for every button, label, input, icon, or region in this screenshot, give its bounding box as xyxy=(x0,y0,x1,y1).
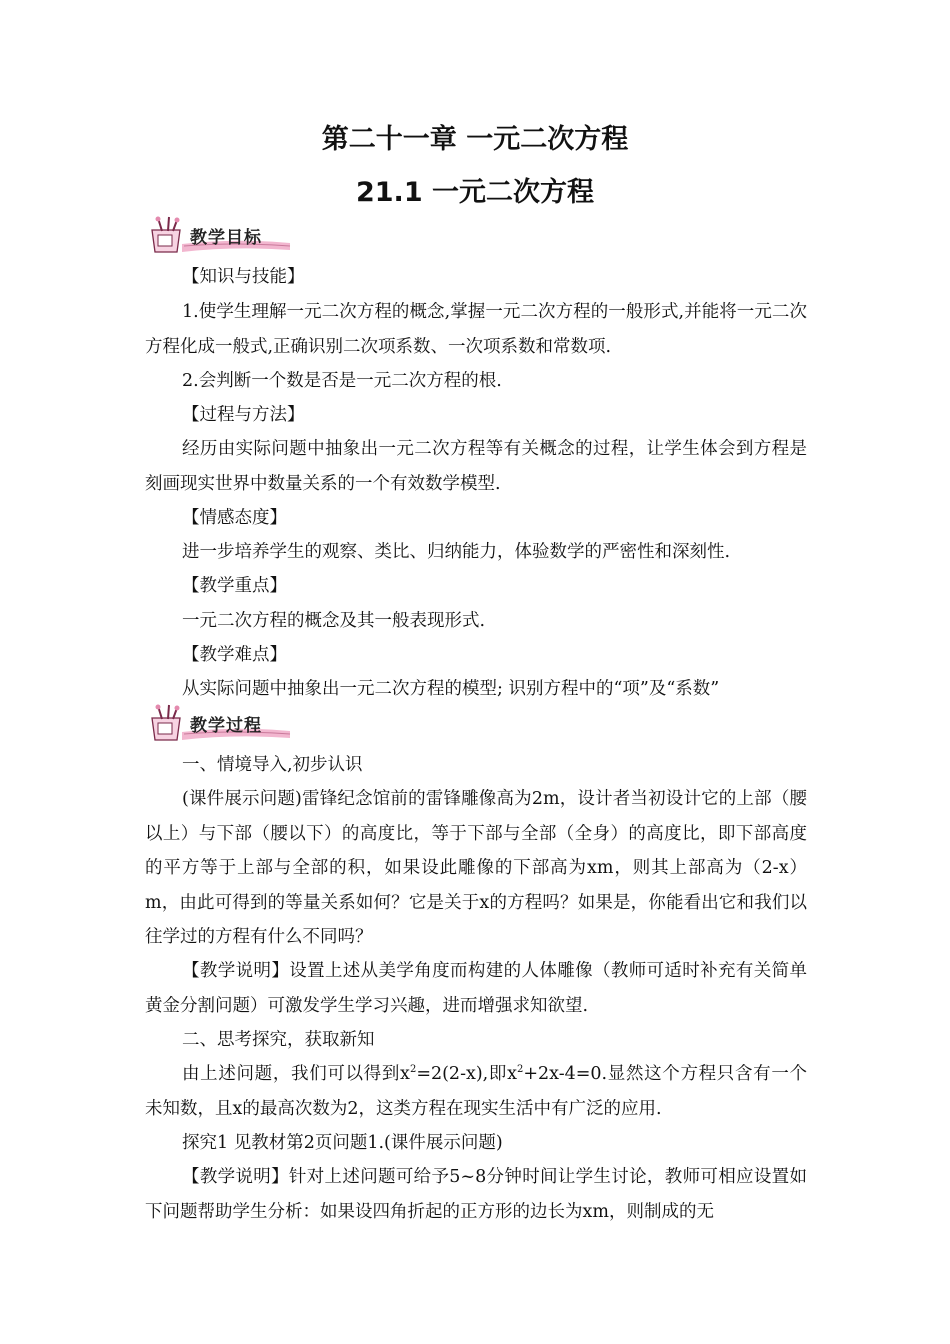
section-label-objectives: 教学目标 xyxy=(190,228,262,248)
process-banner xyxy=(144,704,292,744)
heading-method: 【过程与方法】 xyxy=(182,405,305,425)
objective-para-4: 进一步培养学生的观察、类比、归纳能力，体验数学的严密性和深刻性. xyxy=(182,542,731,562)
objective-para-3: 经历由实际问题中抽象出一元二次方程等有关概念的过程，让学生体会到方程是刻画现实世界中数量关系的一个有效数学模型. xyxy=(145,439,807,494)
heading-key-point: 【教学重点】 xyxy=(182,576,287,596)
process-para-5: 【教学说明】针对上述问题可给予5~8分钟时间让学生讨论，教师可相应设置如下问题帮助学生分析：如果设四角折起的正方形的边长为xm，则制成的无 xyxy=(145,1167,807,1222)
heading-knowledge: 【知识与技能】 xyxy=(182,267,305,287)
process-para-1: (课件展示问题)雷锋纪念馆前的雷锋雕像高为2m，设计者当初设计它的上部（腰以上）与下部（腰以下）的高度比，等于下部与全部（全身）的高度比，即下部高度的平方等于上部与全部的积，如果设此雕像的下部高为xm，则其上部高为（2-x）m，由此可得到的等量关系如何？它是关于x的方程吗？如果是，你能看出它和我们以往学过的方程有什么不同吗？ xyxy=(145,789,807,947)
heading-emotion: 【情感态度】 xyxy=(182,508,287,528)
section-title: 21.1 一元二次方程 xyxy=(355,177,595,208)
process-para-4: 探究1 见教材第2页问题1.(课件展示问题) xyxy=(182,1133,503,1153)
objective-para-2: 2.会判断一个数是否是一元二次方程的根. xyxy=(182,371,502,391)
process-step-1: 一、情境导入,初步认识 xyxy=(182,755,363,775)
process-step-2: 二、思考探究，获取新知 xyxy=(182,1030,375,1050)
objective-para-5: 一元二次方程的概念及其一般表现形式. xyxy=(182,611,486,631)
heading-difficult-point: 【教学难点】 xyxy=(182,645,287,665)
objective-para-6: 从实际问题中抽象出一元二次方程的模型; 识别方程中的“项”及“系数” xyxy=(182,679,720,699)
objectives-banner xyxy=(144,216,292,256)
process-para-3: 由上述问题，我们可以得到$x^2=2(2-x)$,即$x^2+2x-4=0$.显然这个方程只含有一个未知数，且x的最高次数为2，这类方程在现实生活中有广泛的应用. xyxy=(145,1064,807,1119)
section-label-process: 教学过程 xyxy=(190,716,262,736)
chapter-title: 第二十一章 一元二次方程 xyxy=(321,124,629,155)
objective-para-1: 1.使学生理解一元二次方程的概念,掌握一元二次方程的一般形式,并能将一元二次方程化成一般式,正确识别二次项系数、一次项系数和常数项. xyxy=(145,302,807,357)
process-para-2: 【教学说明】设置上述从美学角度而构建的人体雕像（教师可适时补充有关简单黄金分割问题）可激发学生学习兴趣，进而增强求知欲望. xyxy=(145,961,807,1016)
